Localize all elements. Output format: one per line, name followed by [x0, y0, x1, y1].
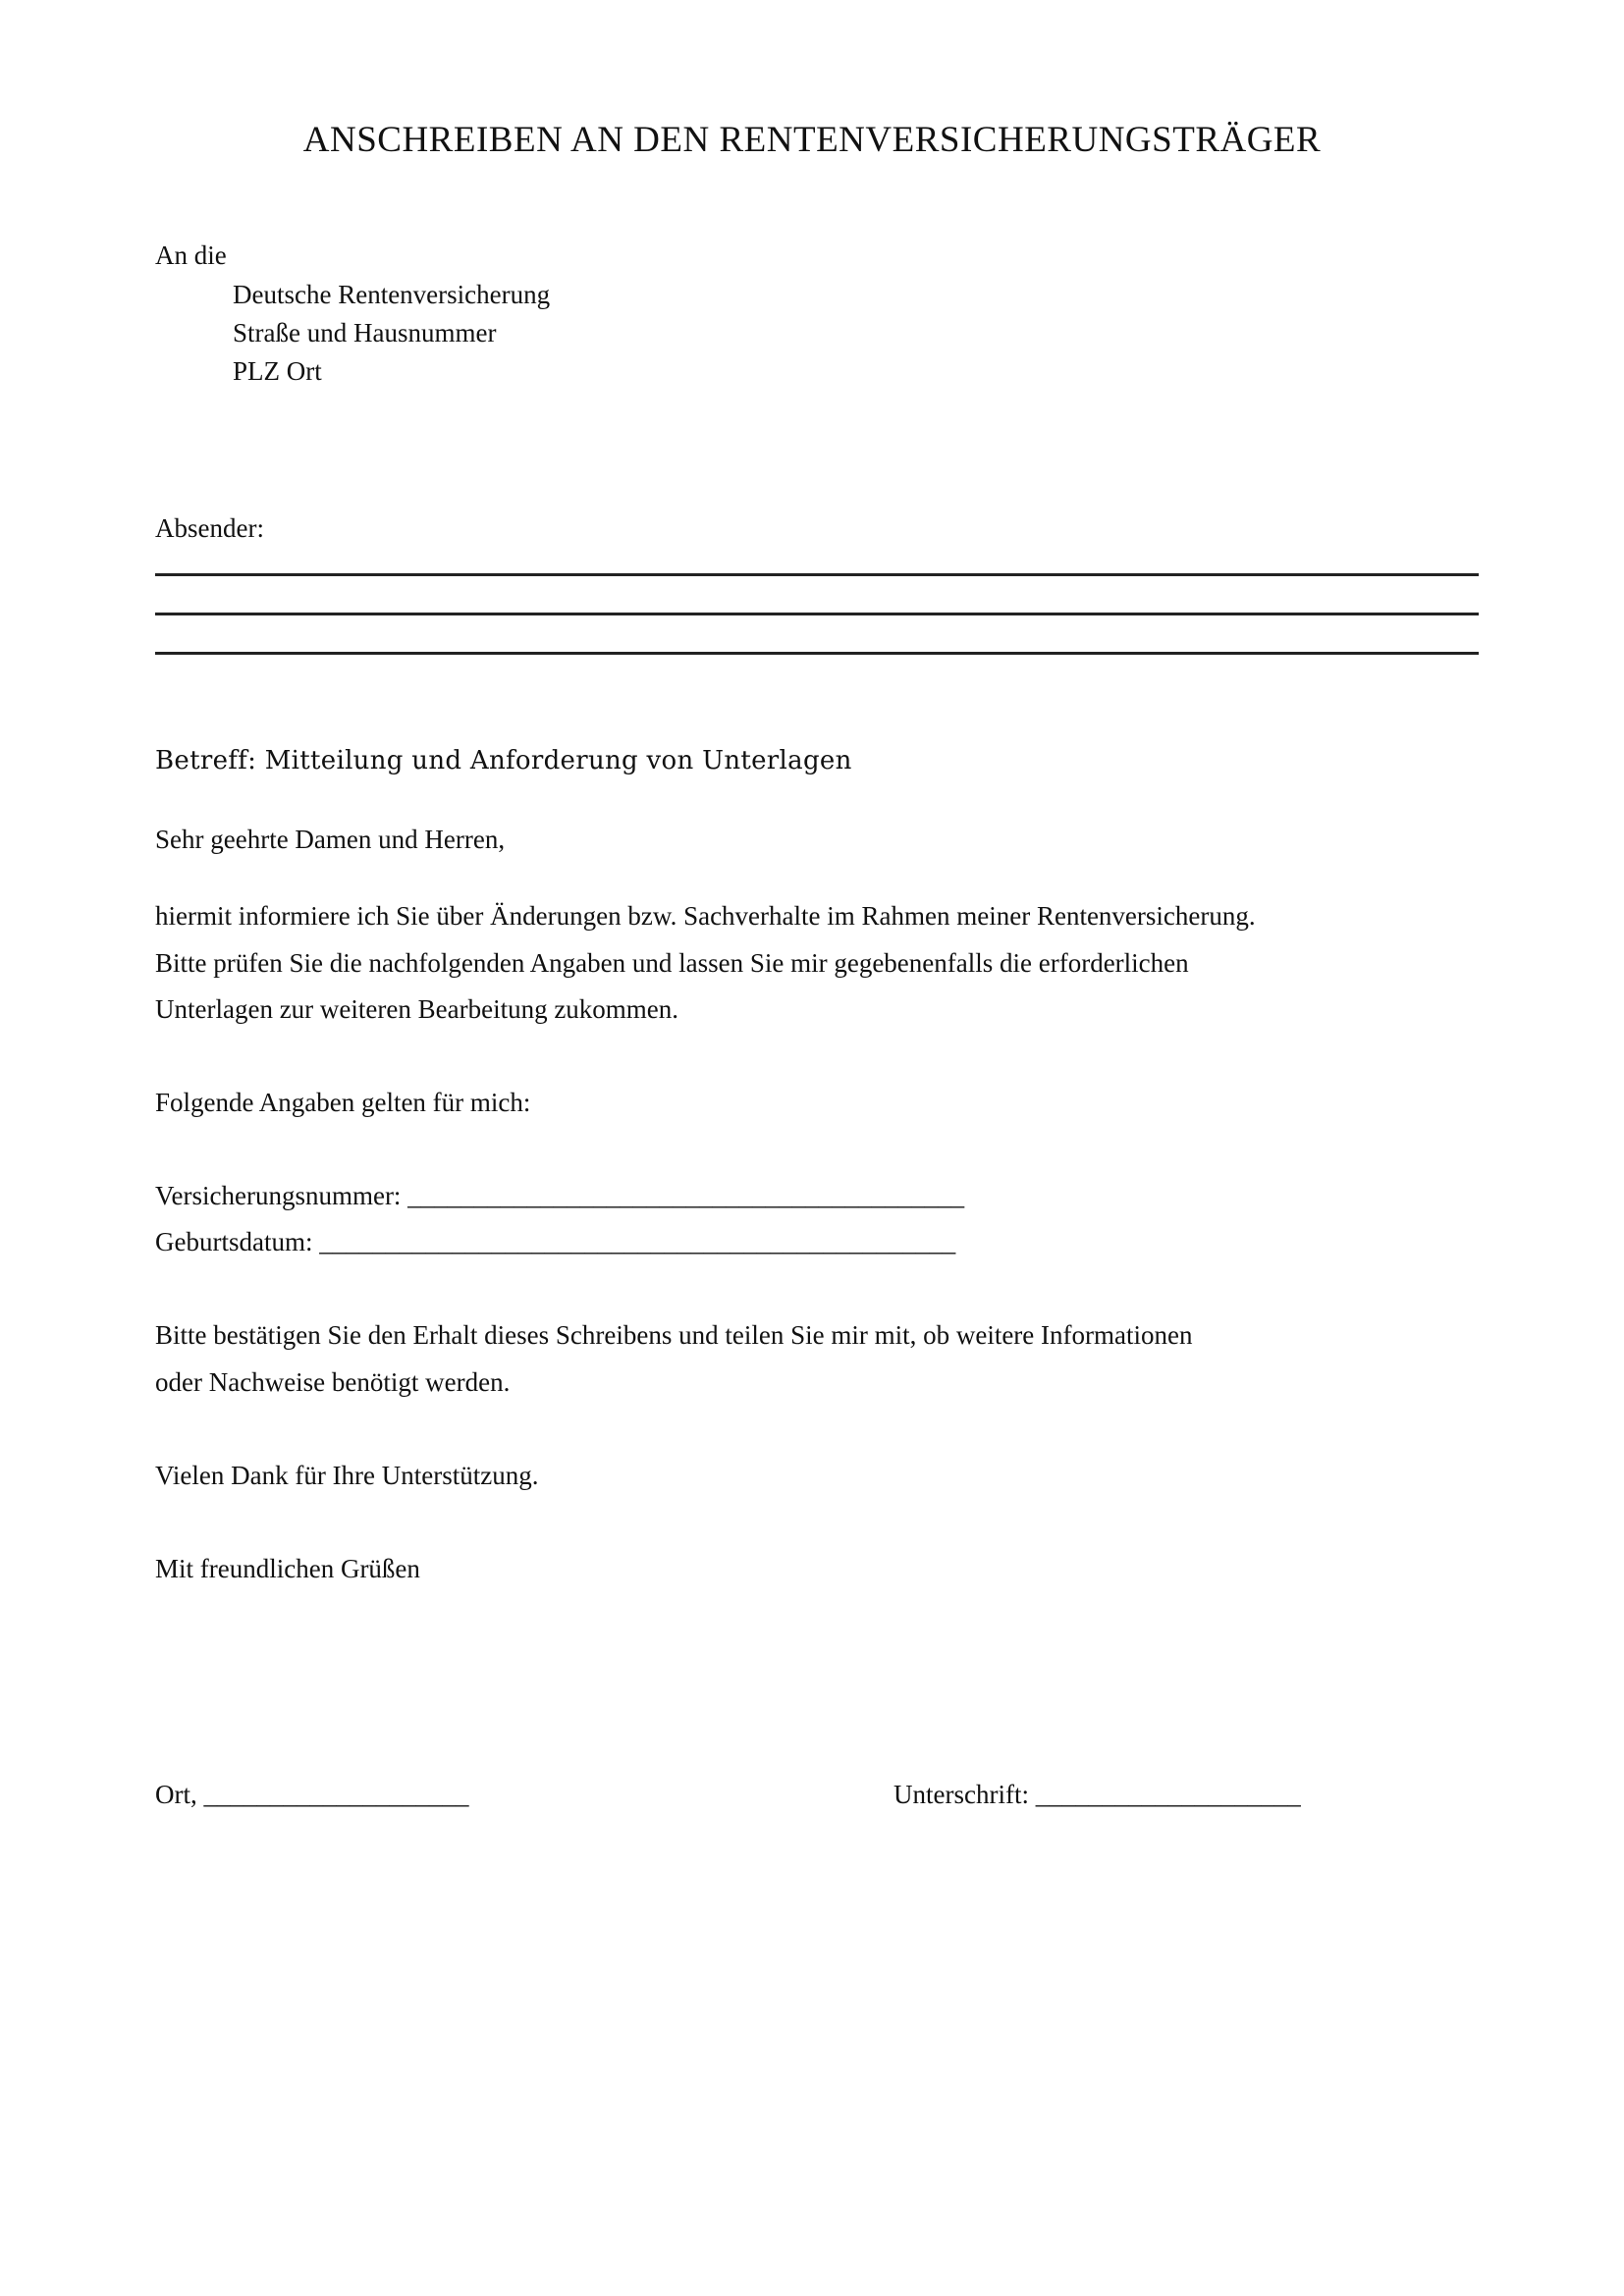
body-line: Unterlagen zur weiteren Bearbeitung zukommen. [155, 994, 679, 1024]
closing-line: Mit freundlichen Grüßen [155, 1554, 420, 1583]
document-title: ANSCHREIBEN AN DEN RENTENVERSICHERUNGSTRÄGER [302, 120, 1322, 160]
sender-label: Absender: [155, 513, 264, 543]
confirmation-line: Bitte bestätigen Sie den Erhalt dieses Schreibens und teilen Sie mir mit, ob weitere Informationen [155, 1320, 1193, 1350]
salutation: Sehr geehrte Damen und Herren, [155, 825, 506, 854]
recipient-line: Straße und Hausnummer [233, 318, 497, 347]
thanks-line: Vielen Dank für Ihre Unterstützung. [155, 1461, 539, 1490]
body-line: hiermit informiere ich Sie über Änderungen bzw. Sachverhalte im Rahmen meiner Rentenversicherung. [155, 901, 1256, 931]
recipient-line: Deutsche Rentenversicherung [233, 280, 551, 309]
body-line: Bitte prüfen Sie die nachfolgenden Angaben und lassen Sie mir gegebenenfalls die erforderlichen [155, 948, 1189, 978]
birth-date-field[interactable]: Geburtsdatum: ________________________________________________ [155, 1227, 956, 1256]
sender-line[interactable] [155, 613, 1479, 615]
signature-field[interactable]: Unterschrift: ____________________ [893, 1780, 1301, 1809]
place-field[interactable]: Ort, ____________________ [155, 1780, 469, 1809]
subject-line: Betreff: Mitteilung und Anforderung von Unterlagen [155, 746, 852, 775]
sender-line[interactable] [155, 573, 1479, 576]
insurance-number-field[interactable]: Versicherungsnummer: __________________________________________ [155, 1181, 965, 1210]
sender-line[interactable] [155, 652, 1479, 655]
details-intro: Folgende Angaben gelten für mich: [155, 1088, 531, 1117]
recipient-line: PLZ Ort [233, 356, 322, 386]
recipient-intro: An die [155, 240, 227, 270]
confirmation-line: oder Nachweise benötigt werden. [155, 1367, 511, 1397]
